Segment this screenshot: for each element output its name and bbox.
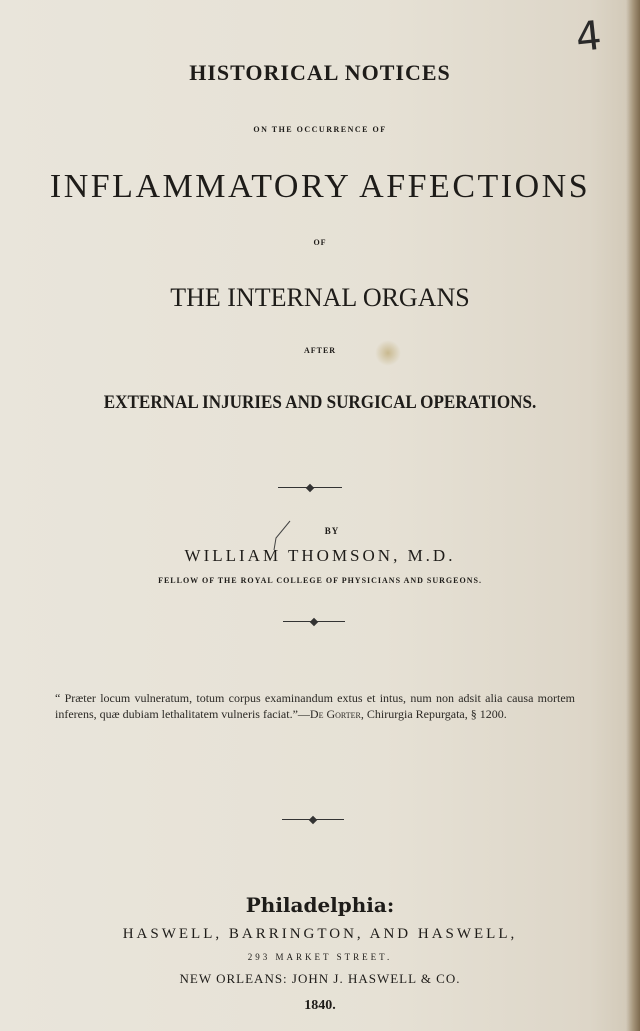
publication-year: 1840. [304, 998, 336, 1013]
title-line-1: HISTORICAL NOTICES [189, 60, 451, 85]
author-name: WILLIAM THOMSON, M.D. [184, 546, 456, 565]
title-line-5: THE INTERNAL ORGANS [170, 283, 470, 312]
epigraph-source: Chirurgia Repurgata, § 1200. [363, 707, 507, 721]
title-line-3: INFLAMMATORY AFFECTIONS [49, 168, 591, 205]
ornamental-rule-1 [278, 482, 342, 494]
page-edge-shadow [626, 0, 640, 1031]
epigraph [55, 690, 575, 722]
epigraph-author: De Gorter, [309, 707, 364, 721]
ornamental-rule-2 [283, 616, 345, 628]
byline-by: BY [324, 526, 340, 536]
title-line-7: EXTERNAL INJURIES AND SURGICAL OPERATIONS. [103, 392, 537, 413]
publisher-address: 293 MARKET STREET. [247, 952, 393, 962]
handwritten-page-number: 4 [573, 12, 604, 62]
title-line-2: ON THE OCCURRENCE OF [253, 125, 387, 134]
epigraph-text: “ Præter locum vulneratum, totum corpus examinandum extus et intus, num non adsit alia causa mortem inferens, quæ dubiam lethalitatem vulneris faciat.”— [55, 691, 575, 721]
author-title: FELLOW OF THE ROYAL COLLEGE OF PHYSICIANS AND SURGEONS. [158, 576, 482, 585]
publication-place: Philadelphia: [245, 893, 395, 917]
title-line-4: OF [313, 238, 327, 247]
title-line-6: AFTER [303, 346, 337, 355]
ornamental-rule-3 [282, 814, 344, 826]
agent-line: NEW ORLEANS: JOHN J. HASWELL & CO. [179, 971, 461, 986]
publisher-name: HASWELL, BARRINGTON, AND HASWELL, [122, 926, 518, 942]
